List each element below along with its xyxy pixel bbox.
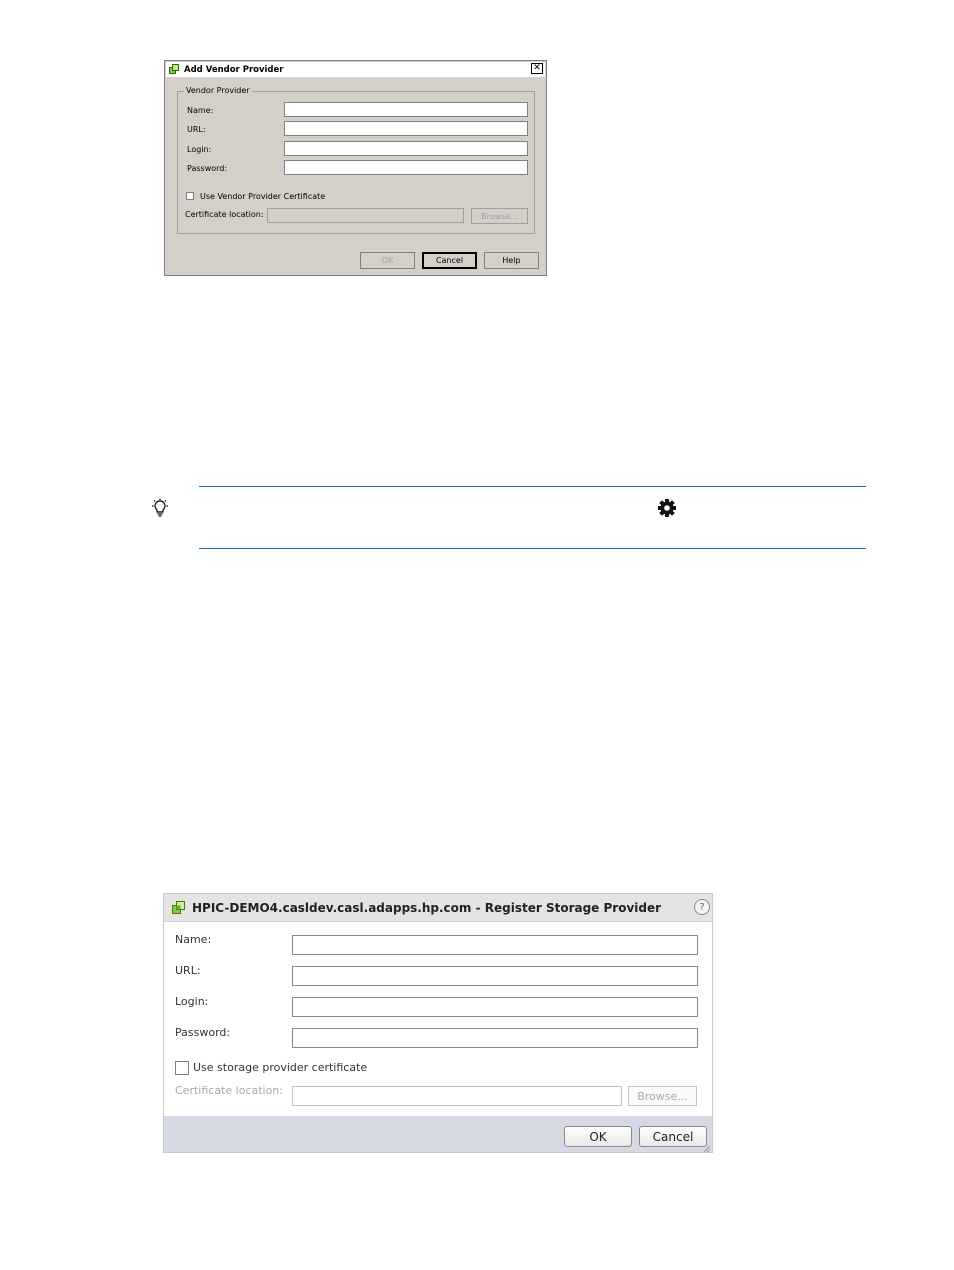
certificate-checkbox-label: Use Vendor Provider Certificate	[200, 192, 326, 201]
login-input[interactable]	[284, 141, 528, 156]
provider-app-icon	[172, 901, 186, 915]
resize-grip-icon[interactable]	[703, 1143, 711, 1151]
password-input[interactable]	[292, 1028, 698, 1048]
name-label: Name:	[187, 106, 214, 115]
certificate-location-label: Certificate location:	[185, 210, 264, 219]
login-input[interactable]	[292, 997, 698, 1017]
dialog-title: Add Vendor Provider	[184, 64, 284, 75]
login-label: Login:	[187, 145, 212, 154]
add-vendor-provider-dialog	[164, 60, 547, 276]
cancel-button[interactable]: Cancel	[422, 252, 477, 269]
help-icon[interactable]: ?	[694, 899, 710, 915]
ok-button: OK	[360, 252, 415, 269]
gear-icon	[657, 498, 677, 518]
tip-bottom-rule	[199, 548, 866, 549]
url-label: URL:	[175, 964, 201, 977]
dialog-titlebar	[164, 894, 712, 922]
vendor-provider-group	[177, 86, 535, 234]
help-button[interactable]: Help	[484, 252, 539, 269]
browse-button: Browse...	[628, 1086, 697, 1106]
lightbulb-icon	[150, 498, 170, 518]
close-icon: ✕	[533, 63, 541, 73]
password-input[interactable]	[284, 160, 528, 175]
url-label: URL:	[187, 125, 206, 134]
tip-top-rule	[199, 486, 866, 487]
url-input[interactable]	[284, 121, 528, 136]
close-button[interactable]	[531, 63, 543, 74]
certificate-checkbox-label: Use storage provider certificate	[193, 1061, 368, 1074]
dialog-title: HPIC-DEMO4.casldev.casl.adapps.hp.com - Register Storage Provider	[192, 900, 662, 915]
password-label: Password:	[187, 164, 228, 173]
certificate-location-input	[292, 1086, 622, 1106]
register-storage-provider-dialog	[163, 893, 713, 1153]
certificate-checkbox[interactable]	[186, 192, 194, 200]
name-input[interactable]	[284, 102, 528, 117]
ok-button[interactable]: OK	[564, 1126, 632, 1147]
dialog-titlebar	[166, 62, 545, 77]
password-label: Password:	[175, 1026, 231, 1039]
name-input[interactable]	[292, 935, 698, 955]
certificate-location-input	[267, 208, 464, 223]
cancel-button[interactable]: Cancel	[639, 1126, 707, 1147]
group-label: Vendor Provider	[186, 86, 250, 95]
login-label: Login:	[175, 995, 209, 1008]
name-label: Name:	[175, 933, 212, 946]
dialog-footer	[164, 1116, 712, 1152]
provider-app-icon	[169, 64, 180, 75]
certificate-location-label: Certificate location:	[175, 1084, 283, 1097]
url-input[interactable]	[292, 966, 698, 986]
browse-button: Browse...	[471, 208, 528, 224]
certificate-checkbox[interactable]	[175, 1061, 189, 1075]
